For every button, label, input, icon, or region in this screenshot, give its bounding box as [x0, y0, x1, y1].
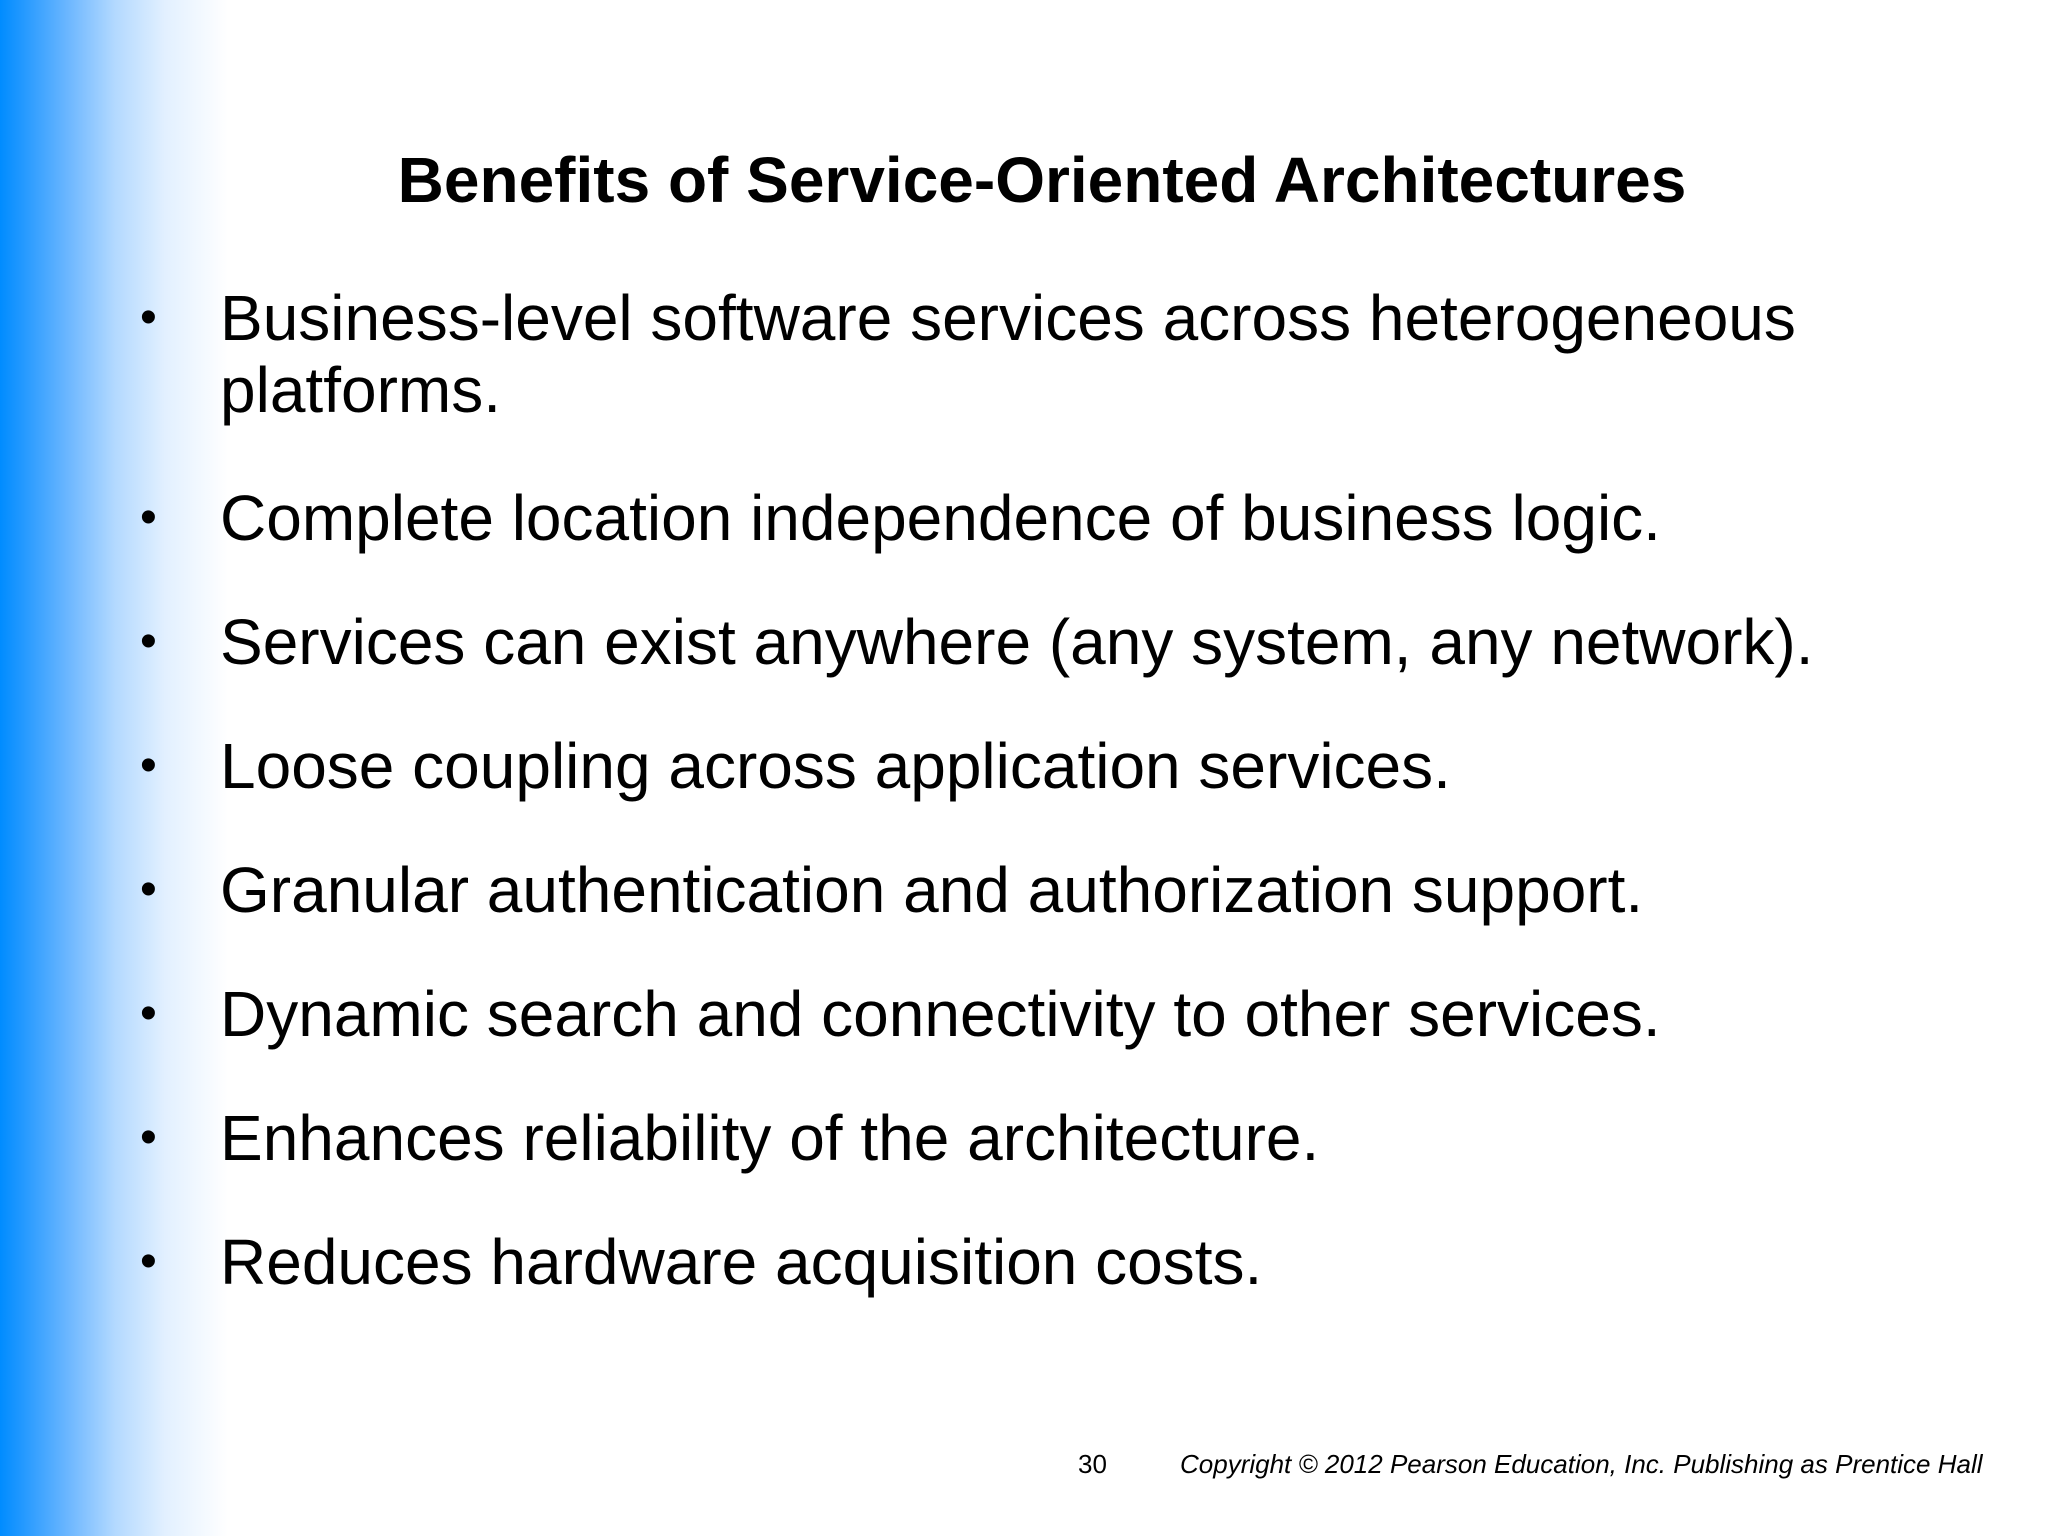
list-item: [140, 1102, 2000, 1174]
list-item: [140, 1226, 2000, 1298]
bullet-text: Enhances reliability of the architecture.: [220, 1102, 1320, 1174]
bullet-icon: •: [140, 863, 157, 916]
bullet-icon: •: [140, 987, 157, 1040]
bullet-text: Dynamic search and connectivity to other services.: [220, 978, 1661, 1050]
page-number: 30: [1078, 1449, 1107, 1479]
bullet-icon: •: [140, 739, 157, 792]
bullet-list: [140, 282, 2000, 1350]
bullet-icon: •: [140, 615, 157, 668]
bullet-text: Complete location independence of business logic.: [220, 482, 1661, 554]
bullet-text: Loose coupling across application services.: [220, 730, 1451, 802]
bullet-text: Reduces hardware acquisition costs.: [220, 1226, 1263, 1298]
slide-title: Benefits of Service-Oriented Architectures: [397, 144, 1687, 216]
list-item: [140, 978, 2000, 1050]
bullet-icon: •: [140, 291, 157, 344]
list-item: [140, 482, 2000, 554]
list-item: [140, 606, 2000, 678]
bullet-text: Business-level software services across heterogeneous platforms.: [220, 282, 1796, 426]
bullet-icon: •: [140, 1235, 157, 1288]
copyright-notice: Copyright © 2012 Pearson Education, Inc. Publishing as Prentice Hall: [1180, 1449, 1983, 1479]
bullet-icon: •: [140, 1111, 157, 1164]
list-item: [140, 854, 2000, 926]
list-item: [140, 730, 2000, 802]
bullet-text: Services can exist anywhere (any system, any network).: [220, 606, 1814, 678]
bullet-icon: •: [140, 491, 157, 544]
list-item: [140, 282, 2000, 426]
bullet-text: Granular authentication and authorization support.: [220, 854, 1644, 926]
